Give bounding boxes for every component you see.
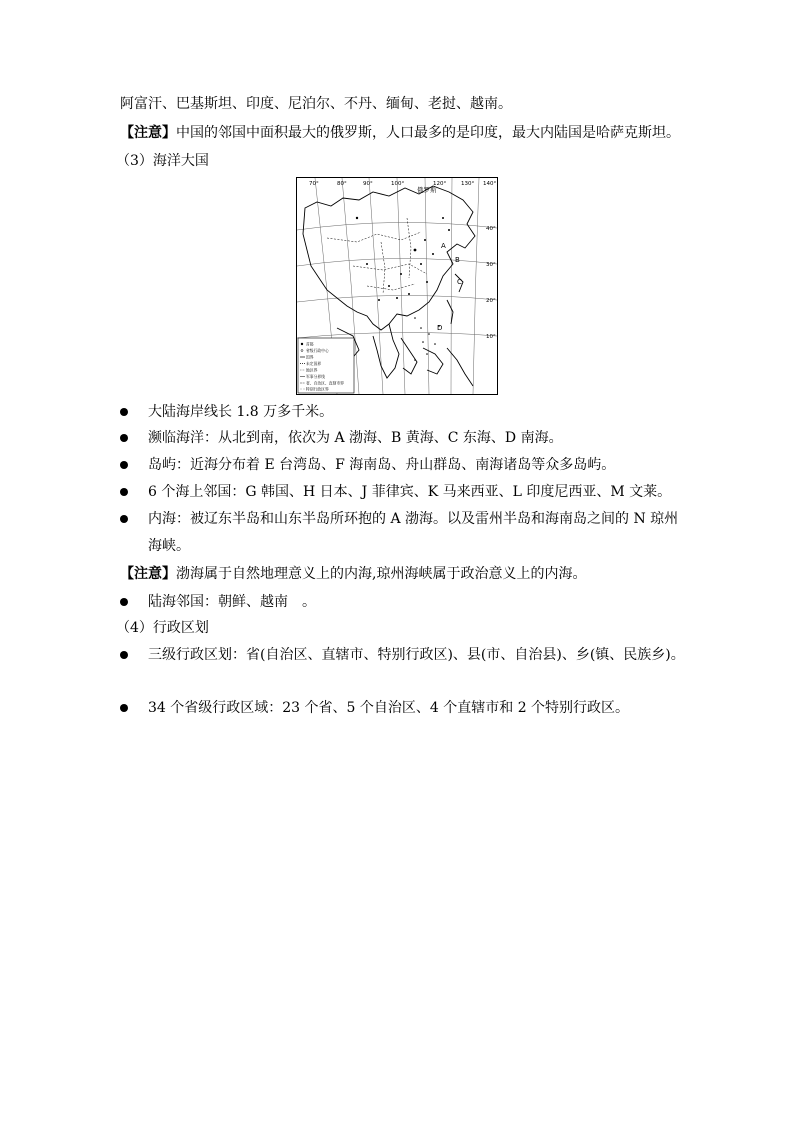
lat-label: 40° xyxy=(486,226,496,232)
list-item-text: 34 个省级行政区域：23 个省、5 个自治区、4 个直辖市和 2 个特别行政区。 xyxy=(148,700,630,716)
list-item-text: 濒临海洋：从北到南，依次为 A 渤海、B 黄海、C 东海、D 南海。 xyxy=(148,430,563,446)
legend-item: 军事分界线 xyxy=(306,374,325,379)
bullet-icon xyxy=(120,515,128,523)
legend-item: 未定国界 xyxy=(306,361,322,366)
bullet-icon xyxy=(120,434,128,442)
legend-item: 省、自治区、直辖市界 xyxy=(306,380,344,386)
sea-letter-b: B xyxy=(455,256,460,264)
legend-item: 国界 xyxy=(306,354,314,360)
section-heading-ocean: （3）海洋大国 xyxy=(116,153,209,169)
note-inland-sea xyxy=(120,564,586,584)
lon-label: 100° xyxy=(391,181,405,187)
bullet-icon xyxy=(120,461,128,469)
lon-label: 130° xyxy=(461,181,475,187)
bullet-icon xyxy=(120,488,128,496)
bullet-icon xyxy=(120,704,128,712)
note-neighbors xyxy=(120,123,680,143)
list-item-continuation: 海峡。 xyxy=(148,538,190,554)
lat-label: 10° xyxy=(486,334,496,340)
lat-label: 30° xyxy=(486,262,496,268)
map-country-label: 俄罗斯 xyxy=(417,186,437,194)
note-text: 中国的邻国中面积最大的俄罗斯，人口最多的是印度，最大内陆国是哈萨克斯坦。 xyxy=(176,125,680,141)
lon-label: 120° xyxy=(433,181,447,187)
list-item-text: 陆海邻国：朝鲜、越南 。 xyxy=(148,594,316,610)
legend-item: 首都 xyxy=(306,341,314,347)
sea-letter-d: D xyxy=(437,324,443,332)
list-item-text: 6 个海上邻国：G 韩国、H 日本、J 菲律宾、K 马来西亚、L 印度尼西亚、M 文莱。 xyxy=(148,484,672,500)
sea-letter-c: C xyxy=(457,278,462,286)
bullet-icon xyxy=(120,598,128,606)
lon-label: 80° xyxy=(337,181,347,187)
china-map-figure xyxy=(296,177,498,395)
text-line-neighbors: 阿富汗、巴基斯坦、印度、尼泊尔、不丹、缅甸、老挝、越南。 xyxy=(120,96,512,112)
lat-label: 20° xyxy=(486,298,496,304)
bullet-icon xyxy=(120,408,128,416)
lon-label: 90° xyxy=(363,181,373,187)
note-tag: 【注意】 xyxy=(120,566,176,582)
list-item-text: 内海：被辽东半岛和山东半岛所环抱的 A 渤海。以及雷州半岛和海南岛之间的 N 琼州 xyxy=(148,511,679,527)
legend-item: 省级行政中心 xyxy=(306,348,329,353)
lon-label: 70° xyxy=(309,181,319,187)
sea-letter-a: A xyxy=(441,242,446,250)
list-item-text: 大陆海岸线长 1.8 万多千米。 xyxy=(148,404,334,420)
list-item-text: 三级行政区划：省(自治区、直辖市、特别行政区)、县(市、自治县)、乡(镇、民族乡)。 xyxy=(148,647,685,663)
map-legend xyxy=(298,338,354,393)
china-map-svg xyxy=(297,178,497,394)
bullet-icon xyxy=(120,651,128,659)
note-text: 渤海属于自然地理意义上的内海,琼州海峡属于政治意义上的内海。 xyxy=(176,566,587,582)
legend-item: 地区界 xyxy=(306,367,318,373)
section-heading-admin: （4）行政区划 xyxy=(116,620,209,636)
note-tag: 【注意】 xyxy=(120,125,176,141)
list-item-text: 岛屿：近海分布着 E 台湾岛、F 海南岛、舟山群岛、南海诸岛等众多岛屿。 xyxy=(148,457,616,473)
lon-label: 140° xyxy=(483,181,497,187)
legend-item: 特别行政区界 xyxy=(306,386,329,392)
